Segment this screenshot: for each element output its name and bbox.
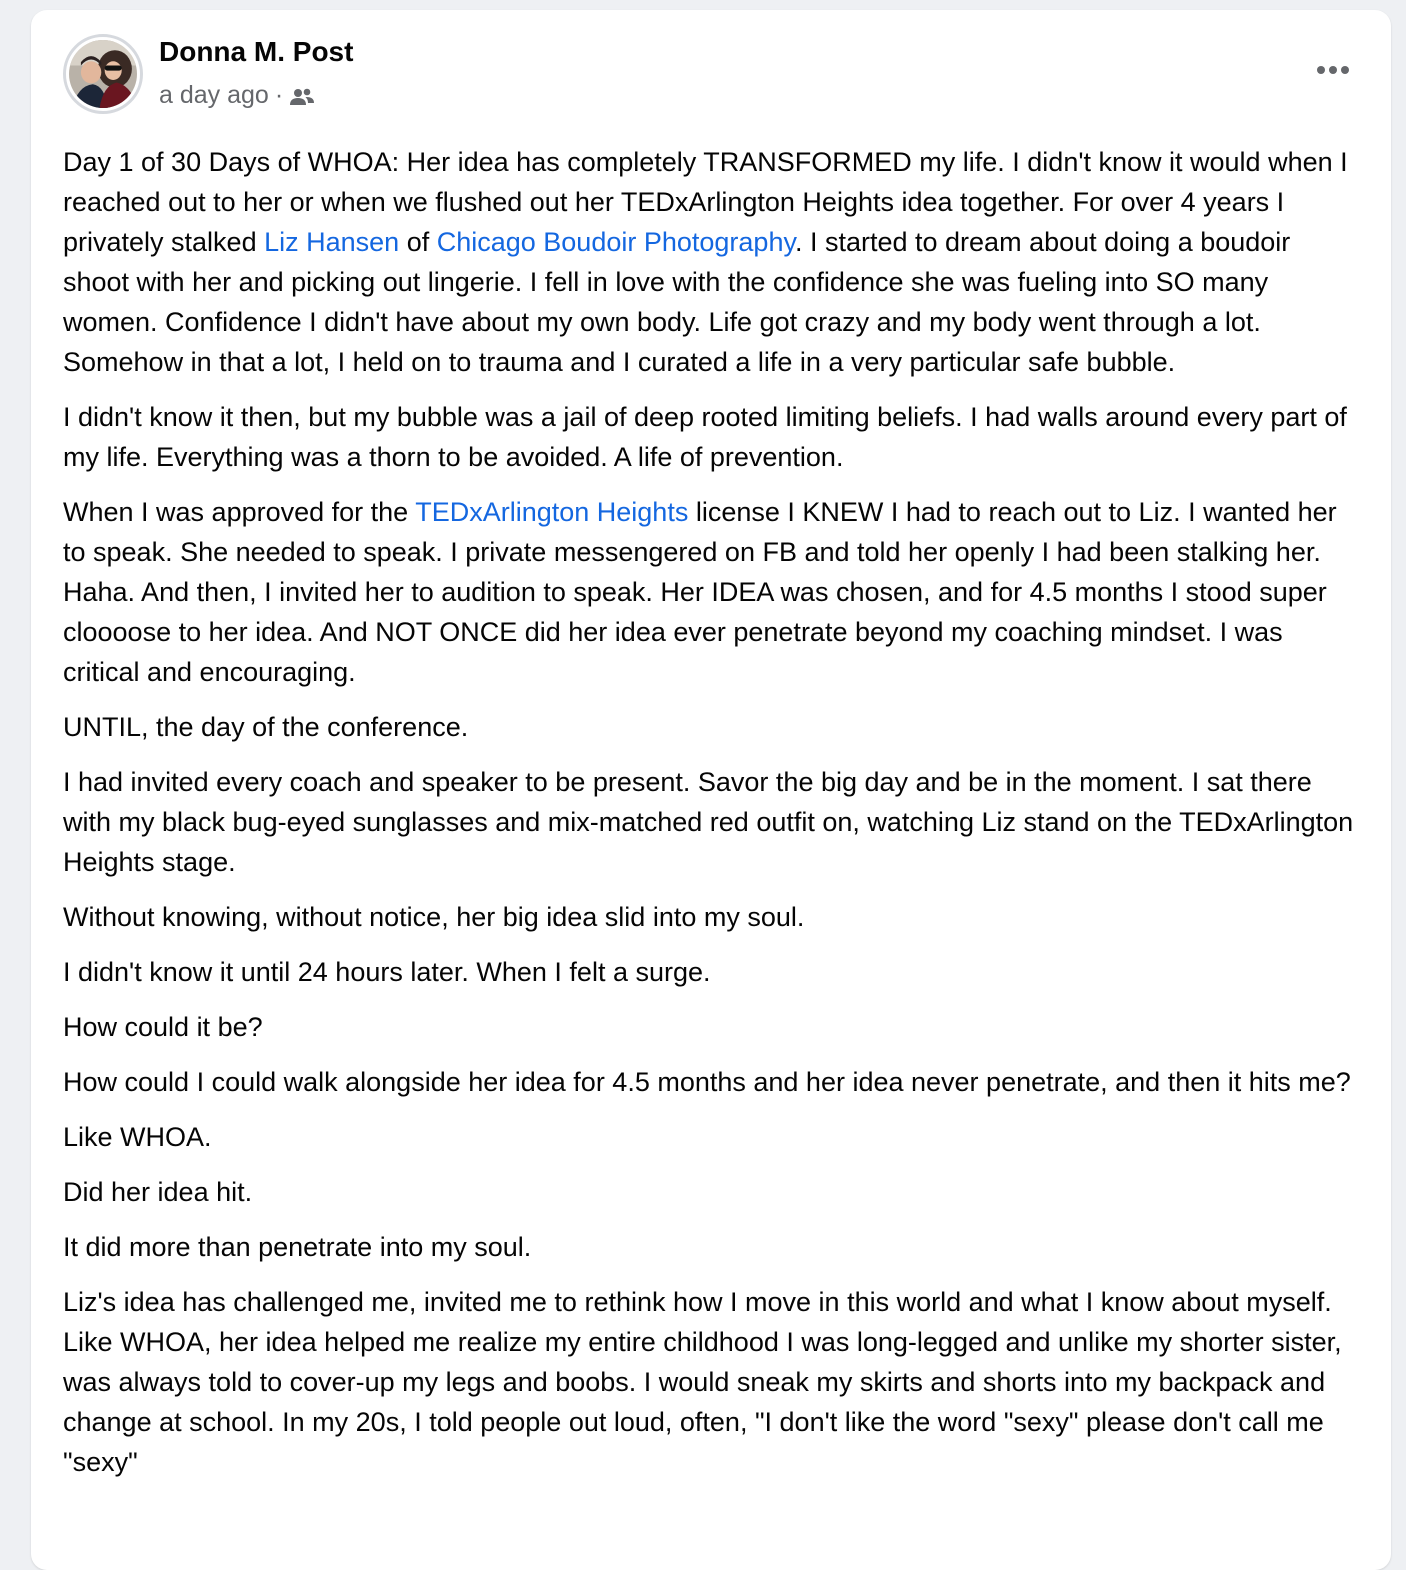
- post-paragraph: [63, 492, 1363, 692]
- post-paragraph: [63, 897, 1363, 937]
- profile-photo-icon: [69, 40, 137, 108]
- post-paragraph: [63, 1282, 1363, 1482]
- post-text: I had invited every coach and speaker to be present. Savor the big day and be in the moment. I sat there with my black bug-eyed sunglasses and mix-matched red outfit on, watching Liz stand on the TEDxArlington Heights stage.: [63, 767, 1361, 877]
- post-text: . I started to dream about doing a boudoir shoot with her and picking out lingerie. I fell in love with the confidence she was fueling into SO many women. Confidence I didn't have about my own body. Life got crazy and my body went through a lot. Somehow in that a lot, I held on to trauma and I curated a life in a very particular safe bubble.: [63, 227, 1298, 377]
- post-timestamp[interactable]: a day ago: [159, 80, 269, 109]
- author-name[interactable]: Donna M. Post: [159, 36, 354, 67]
- post-text: When I was approved for the: [63, 497, 416, 527]
- post-card: [31, 10, 1391, 1570]
- mention-link[interactable]: TEDxArlington Heights: [415, 497, 689, 527]
- post-text: license I KNEW I had to reach out to Liz. I wanted her to speak. She needed to speak. I private messengered on FB and told her openly I had been stalking her. Haha. And then, I invited her to audition to speak. Her IDEA was chosen, and for 4.5 months I stood super cloooose to her idea. And NOT ONCE did her idea ever penetrate beyond my coaching mindset. I was critical and encouraging.: [63, 497, 1345, 687]
- post-header: [31, 10, 1391, 130]
- post-paragraph: [63, 707, 1363, 747]
- more-options-icon: [1316, 65, 1350, 75]
- post-meta: [159, 80, 315, 110]
- post-paragraph: [63, 952, 1363, 992]
- post-paragraph: [63, 1117, 1363, 1157]
- author-avatar[interactable]: [63, 34, 143, 114]
- post-paragraph: [63, 1007, 1363, 1047]
- post-text: How could it be?: [63, 1012, 263, 1042]
- more-options-button[interactable]: [1311, 54, 1355, 86]
- post-text: Did her idea hit.: [63, 1177, 253, 1207]
- post-body: [63, 142, 1363, 1497]
- meta-separator: ·: [274, 80, 284, 109]
- post-text: Day 1 of 30 Days of WHOA: Her idea has completely TRANSFORMED my life. I didn't know it would when I reached out to her or when we flushed out her TEDxArlington Heights idea together. For over 4 years I privately stalked: [63, 147, 1356, 257]
- friends-icon[interactable]: [289, 85, 315, 105]
- post-text: I didn't know it until 24 hours later. When I felt a surge.: [63, 957, 711, 987]
- post-paragraph: [63, 1062, 1363, 1102]
- mention-link[interactable]: Chicago Boudoir Photography: [436, 227, 795, 257]
- post-paragraph: [63, 142, 1363, 382]
- post-paragraph: [63, 397, 1363, 477]
- post-text: Like WHOA.: [63, 1122, 212, 1152]
- post-text: How could I could walk alongside her idea for 4.5 months and her idea never penetrate, and then it hits me?: [63, 1067, 1351, 1097]
- post-text: UNTIL, the day of the conference.: [63, 712, 469, 742]
- post-paragraph: [63, 762, 1363, 882]
- post-paragraph: [63, 1172, 1363, 1212]
- mention-link[interactable]: Liz Hansen: [264, 227, 400, 257]
- post-text: Without knowing, without notice, her big idea slid into my soul.: [63, 902, 805, 932]
- post-text: It did more than penetrate into my soul.: [63, 1232, 532, 1262]
- post-paragraph: [63, 1227, 1363, 1267]
- post-text: I didn't know it then, but my bubble was a jail of deep rooted limiting beliefs. I had walls around every part of my life. Everything was a thorn to be avoided. A life of prevention.: [63, 402, 1355, 472]
- post-text: Liz's idea has challenged me, invited me to rethink how I move in this world and what I know about myself. Like WHOA, her idea helped me realize my entire childhood I was long-legged and unlike my shorter sister, was always told to cover-up my legs and boobs. I would sneak my skirts and shorts into my backpack and change at school. In my 20s, I told people out loud, often, "I don't like the word "sexy" please don't call me "sexy": [63, 1287, 1350, 1477]
- post-text: of: [399, 227, 437, 257]
